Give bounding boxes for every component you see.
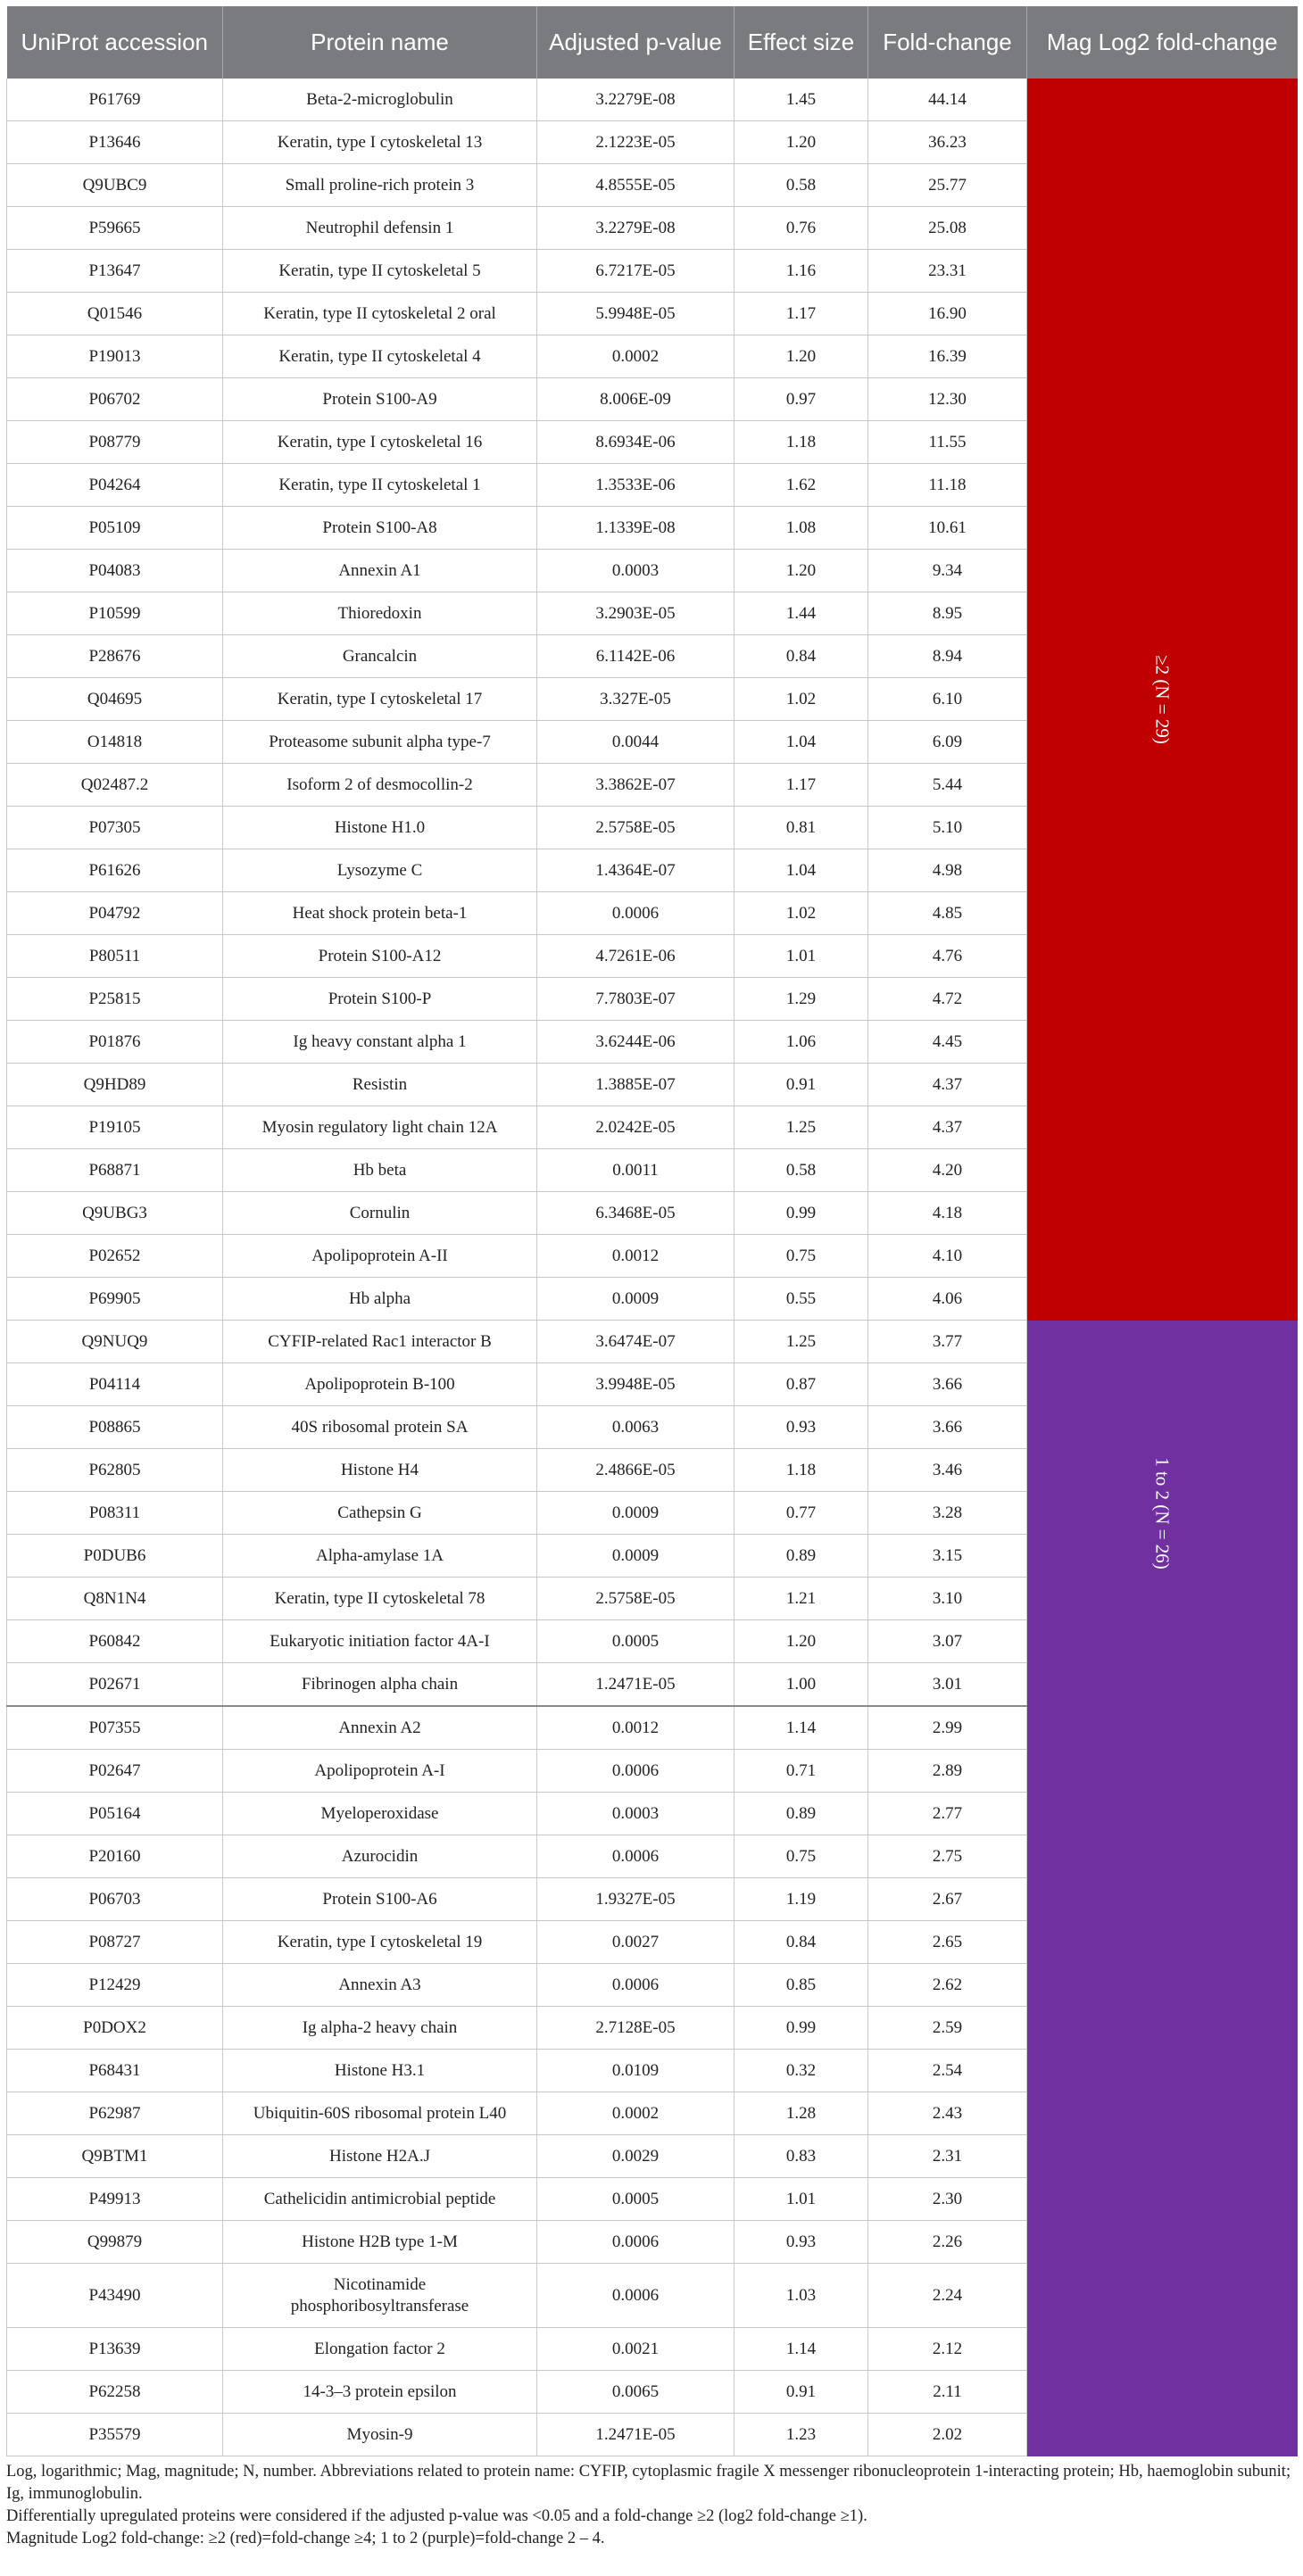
cell-effect-size: 0.91 bbox=[734, 2371, 868, 2414]
cell-adjusted-p-value: 5.9948E-05 bbox=[537, 293, 734, 335]
cell-fold-change: 2.75 bbox=[868, 1835, 1027, 1878]
cell-accession: P19013 bbox=[7, 335, 223, 378]
cell-effect-size: 0.76 bbox=[734, 207, 868, 250]
cell-protein-name: Proteasome subunit alpha type-7 bbox=[223, 721, 537, 764]
cell-adjusted-p-value: 2.5758E-05 bbox=[537, 807, 734, 849]
cell-accession: P06702 bbox=[7, 378, 223, 421]
cell-effect-size: 1.03 bbox=[734, 2264, 868, 2328]
cell-protein-name: Fibrinogen alpha chain bbox=[223, 1663, 537, 1707]
cell-fold-change: 4.06 bbox=[868, 1278, 1027, 1321]
cell-accession: Q9UBC9 bbox=[7, 164, 223, 207]
table-row bbox=[7, 79, 1298, 121]
cell-effect-size: 1.19 bbox=[734, 1878, 868, 1921]
cell-accession: P10599 bbox=[7, 592, 223, 635]
cell-accession: Q9HD89 bbox=[7, 1064, 223, 1106]
table-row bbox=[7, 1706, 1298, 1750]
cell-protein-name: Eukaryotic initiation factor 4A-I bbox=[223, 1620, 537, 1663]
cell-accession: P25815 bbox=[7, 978, 223, 1021]
cell-effect-size: 0.87 bbox=[734, 1363, 868, 1406]
cell-fold-change: 4.72 bbox=[868, 978, 1027, 1021]
cell-effect-size: 1.02 bbox=[734, 892, 868, 935]
cell-fold-change: 4.10 bbox=[868, 1235, 1027, 1278]
cell-effect-size: 1.04 bbox=[734, 849, 868, 892]
cell-protein-name: Annexin A1 bbox=[223, 550, 537, 592]
header-effect-size: Effect size bbox=[734, 6, 868, 79]
cell-effect-size: 1.14 bbox=[734, 1706, 868, 1750]
cell-fold-change: 3.28 bbox=[868, 1492, 1027, 1535]
cell-adjusted-p-value: 2.5758E-05 bbox=[537, 1578, 734, 1620]
cell-protein-name: Myosin-9 bbox=[223, 2414, 537, 2456]
cell-adjusted-p-value: 0.0044 bbox=[537, 721, 734, 764]
cell-effect-size: 0.75 bbox=[734, 1835, 868, 1878]
cell-adjusted-p-value: 1.4364E-07 bbox=[537, 849, 734, 892]
cell-effect-size: 1.45 bbox=[734, 79, 868, 121]
cell-protein-name: Histone H2B type 1-M bbox=[223, 2221, 537, 2264]
cell-fold-change: 11.55 bbox=[868, 421, 1027, 464]
cell-effect-size: 1.01 bbox=[734, 935, 868, 978]
cell-protein-name: Myosin regulatory light chain 12A bbox=[223, 1106, 537, 1149]
cell-accession: Q01546 bbox=[7, 293, 223, 335]
cell-fold-change: 6.10 bbox=[868, 678, 1027, 721]
cell-fold-change: 4.20 bbox=[868, 1149, 1027, 1192]
cell-protein-name: Keratin, type I cytoskeletal 16 bbox=[223, 421, 537, 464]
cell-accession: P02647 bbox=[7, 1750, 223, 1793]
cell-fold-change: 2.65 bbox=[868, 1921, 1027, 1964]
cell-accession: P02652 bbox=[7, 1235, 223, 1278]
cell-effect-size: 0.84 bbox=[734, 1921, 868, 1964]
cell-fold-change: 3.10 bbox=[868, 1578, 1027, 1620]
cell-protein-name: Cathepsin G bbox=[223, 1492, 537, 1535]
cell-accession: P04114 bbox=[7, 1363, 223, 1406]
cell-adjusted-p-value: 2.1223E-05 bbox=[537, 121, 734, 164]
cell-fold-change: 3.01 bbox=[868, 1663, 1027, 1707]
cell-effect-size: 1.25 bbox=[734, 1106, 868, 1149]
cell-effect-size: 1.20 bbox=[734, 121, 868, 164]
cell-adjusted-p-value: 0.0006 bbox=[537, 892, 734, 935]
cell-protein-name: Heat shock protein beta-1 bbox=[223, 892, 537, 935]
cell-effect-size: 1.06 bbox=[734, 1021, 868, 1064]
cell-adjusted-p-value: 2.4866E-05 bbox=[537, 1449, 734, 1492]
cell-protein-name: Alpha-amylase 1A bbox=[223, 1535, 537, 1578]
cell-protein-name: Azurocidin bbox=[223, 1835, 537, 1878]
cell-effect-size: 1.16 bbox=[734, 250, 868, 293]
table-body bbox=[7, 79, 1298, 2456]
cell-fold-change: 2.62 bbox=[868, 1964, 1027, 2007]
cell-adjusted-p-value: 0.0002 bbox=[537, 335, 734, 378]
cell-accession: P13639 bbox=[7, 2328, 223, 2371]
cell-effect-size: 0.99 bbox=[734, 1192, 868, 1235]
cell-accession: P01876 bbox=[7, 1021, 223, 1064]
cell-adjusted-p-value: 0.0012 bbox=[537, 1706, 734, 1750]
header-accession: UniProt accession bbox=[7, 6, 223, 79]
cell-fold-change: 16.90 bbox=[868, 293, 1027, 335]
cell-accession: P04792 bbox=[7, 892, 223, 935]
cell-adjusted-p-value: 0.0002 bbox=[537, 2092, 734, 2135]
cell-accession: O14818 bbox=[7, 721, 223, 764]
cell-adjusted-p-value: 0.0029 bbox=[537, 2135, 734, 2178]
cell-protein-name: Apolipoprotein A-II bbox=[223, 1235, 537, 1278]
cell-effect-size: 0.89 bbox=[734, 1793, 868, 1835]
cell-effect-size: 1.20 bbox=[734, 335, 868, 378]
cell-effect-size: 1.28 bbox=[734, 2092, 868, 2135]
cell-adjusted-p-value: 0.0109 bbox=[537, 2050, 734, 2092]
cell-accession: P61626 bbox=[7, 849, 223, 892]
cell-adjusted-p-value: 7.7803E-07 bbox=[537, 978, 734, 1021]
cell-effect-size: 1.18 bbox=[734, 1449, 868, 1492]
cell-accession: P08779 bbox=[7, 421, 223, 464]
cell-adjusted-p-value: 3.9948E-05 bbox=[537, 1363, 734, 1406]
cell-adjusted-p-value: 0.0009 bbox=[537, 1278, 734, 1321]
cell-effect-size: 0.55 bbox=[734, 1278, 868, 1321]
cell-effect-size: 0.93 bbox=[734, 2221, 868, 2264]
magnitude-group-cell bbox=[1027, 1321, 1298, 1707]
cell-adjusted-p-value: 0.0011 bbox=[537, 1149, 734, 1192]
cell-fold-change: 2.89 bbox=[868, 1750, 1027, 1793]
cell-adjusted-p-value: 3.6244E-06 bbox=[537, 1021, 734, 1064]
cell-protein-name: Protein S100-A6 bbox=[223, 1878, 537, 1921]
cell-adjusted-p-value: 3.6474E-07 bbox=[537, 1321, 734, 1363]
cell-protein-name: Protein S100-A9 bbox=[223, 378, 537, 421]
footnote-abbreviations: Log, logarithmic; Mag, magnitude; N, number. Abbreviations related to protein name: CYFIP, cytoplasmic fragile X messenger ribonucleoprotein 1-interacting protein; Hb, haemoglobin subunit; Ig, immunoglobulin. bbox=[6, 2463, 1291, 2503]
table-row bbox=[7, 1321, 1298, 1363]
cell-protein-name: 40S ribosomal protein SA bbox=[223, 1406, 537, 1449]
cell-accession: P43490 bbox=[7, 2264, 223, 2328]
cell-adjusted-p-value: 0.0006 bbox=[537, 2264, 734, 2328]
cell-fold-change: 2.24 bbox=[868, 2264, 1027, 2328]
cell-adjusted-p-value: 0.0006 bbox=[537, 1964, 734, 2007]
cell-effect-size: 1.08 bbox=[734, 507, 868, 550]
cell-protein-name: Keratin, type II cytoskeletal 2 oral bbox=[223, 293, 537, 335]
cell-accession: P20160 bbox=[7, 1835, 223, 1878]
cell-accession: P08865 bbox=[7, 1406, 223, 1449]
cell-accession: Q02487.2 bbox=[7, 764, 223, 807]
cell-effect-size: 1.01 bbox=[734, 2178, 868, 2221]
cell-fold-change: 10.61 bbox=[868, 507, 1027, 550]
cell-fold-change: 36.23 bbox=[868, 121, 1027, 164]
cell-fold-change: 5.44 bbox=[868, 764, 1027, 807]
cell-protein-name: Keratin, type I cytoskeletal 19 bbox=[223, 1921, 537, 1964]
cell-protein-name: Ubiquitin-60S ribosomal protein L40 bbox=[223, 2092, 537, 2135]
cell-adjusted-p-value: 6.7217E-05 bbox=[537, 250, 734, 293]
cell-fold-change: 6.09 bbox=[868, 721, 1027, 764]
cell-fold-change: 16.39 bbox=[868, 335, 1027, 378]
cell-fold-change: 2.43 bbox=[868, 2092, 1027, 2135]
cell-adjusted-p-value: 8.006E-09 bbox=[537, 378, 734, 421]
cell-protein-name: Myeloperoxidase bbox=[223, 1793, 537, 1835]
cell-effect-size: 0.75 bbox=[734, 1235, 868, 1278]
cell-accession: P12429 bbox=[7, 1964, 223, 2007]
cell-protein-name: Protein S100-A12 bbox=[223, 935, 537, 978]
cell-effect-size: 0.58 bbox=[734, 164, 868, 207]
cell-protein-name: Keratin, type I cytoskeletal 17 bbox=[223, 678, 537, 721]
cell-fold-change: 11.18 bbox=[868, 464, 1027, 507]
cell-fold-change: 4.37 bbox=[868, 1064, 1027, 1106]
cell-adjusted-p-value: 3.327E-05 bbox=[537, 678, 734, 721]
cell-fold-change: 2.11 bbox=[868, 2371, 1027, 2414]
cell-adjusted-p-value: 3.2903E-05 bbox=[537, 592, 734, 635]
cell-protein-name: Histone H2A.J bbox=[223, 2135, 537, 2178]
cell-protein-name: Apolipoprotein A-I bbox=[223, 1750, 537, 1793]
cell-protein-name: Small proline-rich protein 3 bbox=[223, 164, 537, 207]
cell-adjusted-p-value: 1.3885E-07 bbox=[537, 1064, 734, 1106]
cell-protein-name: Histone H1.0 bbox=[223, 807, 537, 849]
cell-accession: Q99879 bbox=[7, 2221, 223, 2264]
header-fold-change: Fold-change bbox=[868, 6, 1027, 79]
cell-adjusted-p-value: 3.2279E-08 bbox=[537, 79, 734, 121]
cell-protein-name: Keratin, type II cytoskeletal 4 bbox=[223, 335, 537, 378]
cell-accession: P69905 bbox=[7, 1278, 223, 1321]
cell-protein-name: Histone H3.1 bbox=[223, 2050, 537, 2092]
cell-protein-name: Ig alpha-2 heavy chain bbox=[223, 2007, 537, 2050]
header-adjusted-p-value: Adjusted p-value bbox=[537, 6, 734, 79]
cell-accession: P62258 bbox=[7, 2371, 223, 2414]
cell-protein-name: Resistin bbox=[223, 1064, 537, 1106]
cell-protein-name: Ig heavy constant alpha 1 bbox=[223, 1021, 537, 1064]
cell-effect-size: 0.58 bbox=[734, 1149, 868, 1192]
cell-accession: Q9UBG3 bbox=[7, 1192, 223, 1235]
cell-adjusted-p-value: 0.0006 bbox=[537, 2221, 734, 2264]
cell-fold-change: 8.95 bbox=[868, 592, 1027, 635]
cell-fold-change: 44.14 bbox=[868, 79, 1027, 121]
cell-adjusted-p-value: 0.0063 bbox=[537, 1406, 734, 1449]
footnote-magnitude: Magnitude Log2 fold-change: ≥2 (red)=fold-change ≥4; 1 to 2 (purple)=fold-change 2 – 4. bbox=[6, 2530, 605, 2547]
cell-protein-name: Keratin, type II cytoskeletal 78 bbox=[223, 1578, 537, 1620]
cell-adjusted-p-value: 1.1339E-08 bbox=[537, 507, 734, 550]
cell-accession: P0DOX2 bbox=[7, 2007, 223, 2050]
cell-accession: P02671 bbox=[7, 1663, 223, 1707]
header-row bbox=[7, 6, 1298, 79]
cell-protein-name: Keratin, type I cytoskeletal 13 bbox=[223, 121, 537, 164]
cell-fold-change: 8.94 bbox=[868, 635, 1027, 678]
footnote-criteria: Differentially upregulated proteins were considered if the adjusted p-value was <0.05 and a fold-change ≥2 (log2 fold-change ≥1). bbox=[6, 2507, 867, 2525]
cell-adjusted-p-value: 0.0006 bbox=[537, 1750, 734, 1793]
cell-accession: P59665 bbox=[7, 207, 223, 250]
cell-effect-size: 1.25 bbox=[734, 1321, 868, 1363]
cell-fold-change: 25.08 bbox=[868, 207, 1027, 250]
header-mag-log2: Mag Log2 fold-change bbox=[1027, 6, 1298, 79]
cell-effect-size: 1.02 bbox=[734, 678, 868, 721]
cell-effect-size: 1.14 bbox=[734, 2328, 868, 2371]
cell-accession: P04264 bbox=[7, 464, 223, 507]
cell-fold-change: 4.85 bbox=[868, 892, 1027, 935]
cell-adjusted-p-value: 0.0003 bbox=[537, 550, 734, 592]
cell-adjusted-p-value: 3.3862E-07 bbox=[537, 764, 734, 807]
cell-protein-name: Lysozyme C bbox=[223, 849, 537, 892]
cell-accession: P13646 bbox=[7, 121, 223, 164]
cell-protein-name: Cathelicidin antimicrobial peptide bbox=[223, 2178, 537, 2221]
cell-adjusted-p-value: 0.0065 bbox=[537, 2371, 734, 2414]
cell-protein-name: Histone H4 bbox=[223, 1449, 537, 1492]
cell-protein-name: Neutrophil defensin 1 bbox=[223, 207, 537, 250]
cell-accession: P80511 bbox=[7, 935, 223, 978]
cell-protein-name: Grancalcin bbox=[223, 635, 537, 678]
cell-accession: P0DUB6 bbox=[7, 1535, 223, 1578]
cell-accession: P60842 bbox=[7, 1620, 223, 1663]
cell-effect-size: 0.97 bbox=[734, 378, 868, 421]
cell-accession: Q9BTM1 bbox=[7, 2135, 223, 2178]
cell-fold-change: 4.18 bbox=[868, 1192, 1027, 1235]
cell-adjusted-p-value: 2.0242E-05 bbox=[537, 1106, 734, 1149]
cell-adjusted-p-value: 0.0012 bbox=[537, 1235, 734, 1278]
cell-effect-size: 0.81 bbox=[734, 807, 868, 849]
cell-effect-size: 0.89 bbox=[734, 1535, 868, 1578]
cell-fold-change: 4.37 bbox=[868, 1106, 1027, 1149]
cell-protein-name: Hb beta bbox=[223, 1149, 537, 1192]
cell-accession: P06703 bbox=[7, 1878, 223, 1921]
cell-accession: P61769 bbox=[7, 79, 223, 121]
cell-fold-change: 25.77 bbox=[868, 164, 1027, 207]
cell-protein-name: 14-3–3 protein epsilon bbox=[223, 2371, 537, 2414]
cell-fold-change: 2.54 bbox=[868, 2050, 1027, 2092]
cell-protein-name: Protein S100-P bbox=[223, 978, 537, 1021]
cell-adjusted-p-value: 0.0003 bbox=[537, 1793, 734, 1835]
cell-protein-name: Nicotinamide phosphoribosyltransferase bbox=[223, 2264, 537, 2328]
cell-fold-change: 9.34 bbox=[868, 550, 1027, 592]
magnitude-group-cell bbox=[1027, 79, 1298, 1321]
cell-effect-size: 1.44 bbox=[734, 592, 868, 635]
cell-effect-size: 1.18 bbox=[734, 421, 868, 464]
cell-accession: P49913 bbox=[7, 2178, 223, 2221]
cell-accession: P05164 bbox=[7, 1793, 223, 1835]
cell-fold-change: 2.31 bbox=[868, 2135, 1027, 2178]
cell-fold-change: 2.02 bbox=[868, 2414, 1027, 2456]
cell-fold-change: 2.59 bbox=[868, 2007, 1027, 2050]
cell-adjusted-p-value: 6.1142E-06 bbox=[537, 635, 734, 678]
cell-fold-change: 2.30 bbox=[868, 2178, 1027, 2221]
cell-adjusted-p-value: 8.6934E-06 bbox=[537, 421, 734, 464]
cell-protein-name: Elongation factor 2 bbox=[223, 2328, 537, 2371]
cell-protein-name: Keratin, type II cytoskeletal 1 bbox=[223, 464, 537, 507]
cell-fold-change: 12.30 bbox=[868, 378, 1027, 421]
cell-effect-size: 1.20 bbox=[734, 550, 868, 592]
cell-accession: P07305 bbox=[7, 807, 223, 849]
cell-adjusted-p-value: 0.0009 bbox=[537, 1535, 734, 1578]
cell-adjusted-p-value: 0.0006 bbox=[537, 1835, 734, 1878]
cell-accession: Q8N1N4 bbox=[7, 1578, 223, 1620]
header-protein-name: Protein name bbox=[223, 6, 537, 79]
cell-fold-change: 3.07 bbox=[868, 1620, 1027, 1663]
cell-protein-name: Protein S100-A8 bbox=[223, 507, 537, 550]
cell-accession: P08311 bbox=[7, 1492, 223, 1535]
cell-adjusted-p-value: 0.0027 bbox=[537, 1921, 734, 1964]
cell-protein-name: Keratin, type II cytoskeletal 5 bbox=[223, 250, 537, 293]
cell-accession: Q9NUQ9 bbox=[7, 1321, 223, 1363]
cell-adjusted-p-value: 0.0005 bbox=[537, 2178, 734, 2221]
cell-effect-size: 0.93 bbox=[734, 1406, 868, 1449]
cell-adjusted-p-value: 0.0009 bbox=[537, 1492, 734, 1535]
cell-fold-change: 2.67 bbox=[868, 1878, 1027, 1921]
cell-protein-name: Annexin A3 bbox=[223, 1964, 537, 2007]
cell-adjusted-p-value: 1.2471E-05 bbox=[537, 2414, 734, 2456]
cell-effect-size: 1.23 bbox=[734, 2414, 868, 2456]
magnitude-group-label: 1 to 2 (N = 26) bbox=[1151, 1456, 1174, 1570]
cell-fold-change: 3.77 bbox=[868, 1321, 1027, 1363]
cell-effect-size: 1.21 bbox=[734, 1578, 868, 1620]
cell-accession: P19105 bbox=[7, 1106, 223, 1149]
cell-fold-change: 3.66 bbox=[868, 1406, 1027, 1449]
cell-protein-name: Cornulin bbox=[223, 1192, 537, 1235]
cell-effect-size: 0.91 bbox=[734, 1064, 868, 1106]
cell-adjusted-p-value: 4.7261E-06 bbox=[537, 935, 734, 978]
cell-accession: P04083 bbox=[7, 550, 223, 592]
protein-table bbox=[6, 6, 1298, 2456]
cell-effect-size: 0.85 bbox=[734, 1964, 868, 2007]
cell-effect-size: 1.17 bbox=[734, 764, 868, 807]
cell-protein-name: Hb alpha bbox=[223, 1278, 537, 1321]
cell-effect-size: 1.62 bbox=[734, 464, 868, 507]
cell-fold-change: 4.76 bbox=[868, 935, 1027, 978]
cell-fold-change: 23.31 bbox=[868, 250, 1027, 293]
cell-accession: P07355 bbox=[7, 1706, 223, 1750]
cell-accession: P08727 bbox=[7, 1921, 223, 1964]
cell-fold-change: 3.66 bbox=[868, 1363, 1027, 1406]
cell-fold-change: 2.99 bbox=[868, 1706, 1027, 1750]
cell-effect-size: 0.71 bbox=[734, 1750, 868, 1793]
cell-adjusted-p-value: 1.2471E-05 bbox=[537, 1663, 734, 1707]
cell-effect-size: 1.29 bbox=[734, 978, 868, 1021]
cell-accession: P35579 bbox=[7, 2414, 223, 2456]
cell-fold-change: 2.77 bbox=[868, 1793, 1027, 1835]
cell-accession: Q04695 bbox=[7, 678, 223, 721]
table-container bbox=[6, 6, 1297, 2456]
cell-fold-change: 3.15 bbox=[868, 1535, 1027, 1578]
cell-effect-size: 0.99 bbox=[734, 2007, 868, 2050]
cell-fold-change: 2.12 bbox=[868, 2328, 1027, 2371]
cell-accession: P62805 bbox=[7, 1449, 223, 1492]
table-footnotes bbox=[6, 2461, 1297, 2550]
cell-protein-name: CYFIP-related Rac1 interactor B bbox=[223, 1321, 537, 1363]
cell-adjusted-p-value: 0.0005 bbox=[537, 1620, 734, 1663]
cell-accession: P05109 bbox=[7, 507, 223, 550]
cell-protein-name: Apolipoprotein B-100 bbox=[223, 1363, 537, 1406]
cell-effect-size: 0.32 bbox=[734, 2050, 868, 2092]
cell-adjusted-p-value: 3.2279E-08 bbox=[537, 207, 734, 250]
cell-protein-name: Isoform 2 of desmocollin-2 bbox=[223, 764, 537, 807]
cell-accession: P68871 bbox=[7, 1149, 223, 1192]
cell-effect-size: 0.83 bbox=[734, 2135, 868, 2178]
cell-adjusted-p-value: 1.9327E-05 bbox=[537, 1878, 734, 1921]
cell-effect-size: 1.17 bbox=[734, 293, 868, 335]
cell-effect-size: 0.84 bbox=[734, 635, 868, 678]
cell-effect-size: 1.04 bbox=[734, 721, 868, 764]
cell-accession: P62987 bbox=[7, 2092, 223, 2135]
cell-effect-size: 0.77 bbox=[734, 1492, 868, 1535]
cell-adjusted-p-value: 2.7128E-05 bbox=[537, 2007, 734, 2050]
cell-fold-change: 4.98 bbox=[868, 849, 1027, 892]
cell-accession: P68431 bbox=[7, 2050, 223, 2092]
cell-accession: P28676 bbox=[7, 635, 223, 678]
cell-adjusted-p-value: 0.0021 bbox=[537, 2328, 734, 2371]
cell-protein-name: Beta-2-microglobulin bbox=[223, 79, 537, 121]
cell-fold-change: 5.10 bbox=[868, 807, 1027, 849]
cell-adjusted-p-value: 6.3468E-05 bbox=[537, 1192, 734, 1235]
cell-fold-change: 2.26 bbox=[868, 2221, 1027, 2264]
cell-accession: P13647 bbox=[7, 250, 223, 293]
cell-protein-name: Annexin A2 bbox=[223, 1706, 537, 1750]
cell-adjusted-p-value: 1.3533E-06 bbox=[537, 464, 734, 507]
cell-effect-size: 1.00 bbox=[734, 1663, 868, 1707]
magnitude-group-cell bbox=[1027, 1706, 1298, 2456]
cell-protein-name: Thioredoxin bbox=[223, 592, 537, 635]
cell-fold-change: 3.46 bbox=[868, 1449, 1027, 1492]
cell-adjusted-p-value: 4.8555E-05 bbox=[537, 164, 734, 207]
cell-fold-change: 4.45 bbox=[868, 1021, 1027, 1064]
cell-effect-size: 1.20 bbox=[734, 1620, 868, 1663]
magnitude-group-label: ≥2 (N = 29) bbox=[1151, 654, 1174, 744]
